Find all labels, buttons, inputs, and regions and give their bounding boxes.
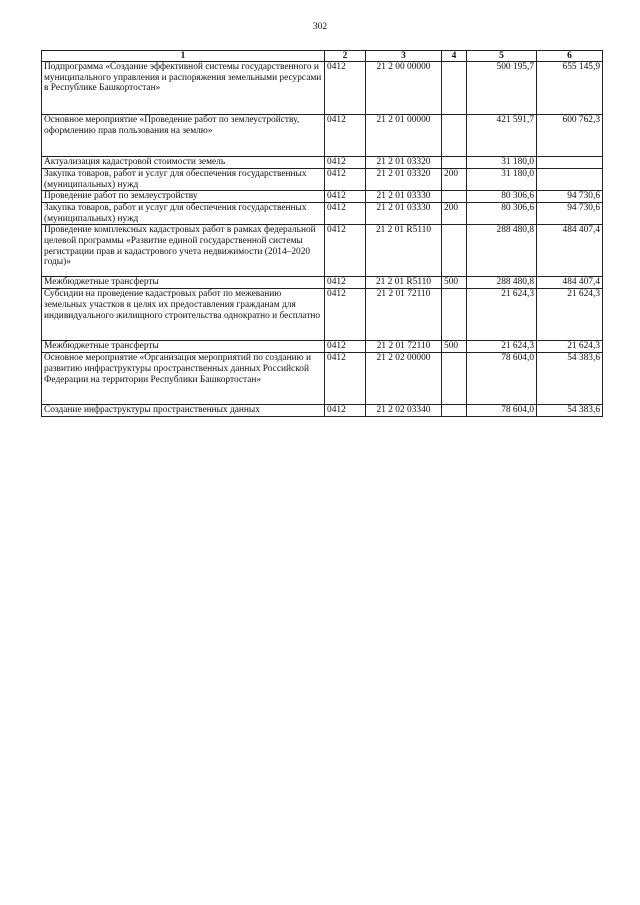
- row-name: Основное мероприятие «Проведение работ по землеустройству, оформлению прав пользования на землю»: [42, 115, 325, 157]
- amount-year-2: 94 730,6: [537, 203, 603, 225]
- table-row: [42, 169, 603, 191]
- section-code: 0412: [325, 62, 366, 115]
- expense-type-code: 500: [442, 341, 467, 353]
- table-row: [42, 353, 603, 405]
- amount-year-2: 21 624,3: [537, 341, 603, 353]
- row-name: Субсидии на проведение кадастровых работ по межеванию земельных участков в целях их предоставления гражданам для индивидуального жилищного строительства однократно и бесплатно: [42, 289, 325, 341]
- table-row: [42, 341, 603, 353]
- row-name: Межбюджетные трансферты: [42, 341, 325, 353]
- page-number: 302: [312, 22, 328, 32]
- column-header: 2: [325, 51, 366, 62]
- row-name: Проведение работ по землеустройству: [42, 191, 325, 203]
- amount-year-1: 31 180,0: [467, 169, 537, 191]
- column-header: 6: [537, 51, 603, 62]
- target-article-code: 21 2 01 72110: [366, 289, 442, 341]
- section-code: 0412: [325, 289, 366, 341]
- table-row: [42, 62, 603, 115]
- expense-type-code: [442, 62, 467, 115]
- amount-year-1: 288 480,8: [467, 277, 537, 289]
- section-code: 0412: [325, 353, 366, 405]
- expense-type-code: [442, 191, 467, 203]
- amount-year-1: 500 195,7: [467, 62, 537, 115]
- target-article-code: 21 2 01 03330: [366, 191, 442, 203]
- expense-type-code: 200: [442, 169, 467, 191]
- expense-type-code: [442, 157, 467, 169]
- row-name: Подпрограмма «Создание эффективной системы государственного и муниципального управления и распоряжения земельными ресурсами в Республике Башкортостан»: [42, 62, 325, 115]
- expense-type-code: 500: [442, 277, 467, 289]
- amount-year-1: 80 306,6: [467, 191, 537, 203]
- row-name: Актуализация кадастровой стоимости земель: [42, 157, 325, 169]
- section-code: 0412: [325, 157, 366, 169]
- section-code: 0412: [325, 115, 366, 157]
- table-row: [42, 225, 603, 277]
- amount-year-2: 484 407,4: [537, 277, 603, 289]
- amount-year-2: 600 762,3: [537, 115, 603, 157]
- table-row: [42, 203, 603, 225]
- target-article-code: 21 2 01 R5110: [366, 277, 442, 289]
- amount-year-2: 21 624,3: [537, 289, 603, 341]
- table-row: [42, 289, 603, 341]
- target-article-code: 21 2 02 00000: [366, 353, 442, 405]
- column-header: 3: [366, 51, 442, 62]
- target-article-code: 21 2 01 72110: [366, 341, 442, 353]
- table-row: [42, 157, 603, 169]
- amount-year-2: [537, 157, 603, 169]
- section-code: 0412: [325, 169, 366, 191]
- column-header: 4: [442, 51, 467, 62]
- target-article-code: 21 2 02 03340: [366, 405, 442, 417]
- amount-year-1: 21 624,3: [467, 341, 537, 353]
- expense-type-code: [442, 225, 467, 277]
- table-header-row: [42, 51, 603, 62]
- section-code: 0412: [325, 203, 366, 225]
- section-code: 0412: [325, 191, 366, 203]
- amount-year-1: 78 604,0: [467, 405, 537, 417]
- expense-type-code: [442, 115, 467, 157]
- column-header: 1: [42, 51, 325, 62]
- amount-year-1: 421 591,7: [467, 115, 537, 157]
- section-code: 0412: [325, 277, 366, 289]
- expense-type-code: 200: [442, 203, 467, 225]
- row-name: Межбюджетные трансферты: [42, 277, 325, 289]
- amount-year-1: 288 480,8: [467, 225, 537, 277]
- amount-year-2: 655 145,9: [537, 62, 603, 115]
- row-name: Закупка товаров, работ и услуг для обеспечения государственных (муниципальных) нужд: [42, 203, 325, 225]
- amount-year-2: 94 730,6: [537, 191, 603, 203]
- target-article-code: 21 2 01 03330: [366, 203, 442, 225]
- expense-type-code: [442, 353, 467, 405]
- amount-year-1: 80 306,6: [467, 203, 537, 225]
- section-code: 0412: [325, 341, 366, 353]
- amount-year-1: 21 624,3: [467, 289, 537, 341]
- target-article-code: 21 2 01 03320: [366, 169, 442, 191]
- column-header: 5: [467, 51, 537, 62]
- amount-year-1: 31 180,0: [467, 157, 537, 169]
- amount-year-2: 484 407,4: [537, 225, 603, 277]
- target-article-code: 21 2 01 R5110: [366, 225, 442, 277]
- section-code: 0412: [325, 405, 366, 417]
- table-row: [42, 191, 603, 203]
- section-code: 0412: [325, 225, 366, 277]
- expense-type-code: [442, 405, 467, 417]
- table-row: [42, 405, 603, 417]
- amount-year-2: 54 383,6: [537, 353, 603, 405]
- table-row: [42, 115, 603, 157]
- row-name: Проведение комплексных кадастровых работ в рамках федеральной целевой программы «Развитие единой государственной системы регистрации прав и кадастрового учета недвижимости (2014–2020 годы)»: [42, 225, 325, 277]
- budget-table: [41, 50, 603, 417]
- amount-year-1: 78 604,0: [467, 353, 537, 405]
- row-name: Создание инфраструктуры пространственных данных: [42, 405, 325, 417]
- row-name: Закупка товаров, работ и услуг для обеспечения государственных (муниципальных) нужд: [42, 169, 325, 191]
- target-article-code: 21 2 01 03320: [366, 157, 442, 169]
- expense-type-code: [442, 289, 467, 341]
- amount-year-2: [537, 169, 603, 191]
- amount-year-2: 54 383,6: [537, 405, 603, 417]
- table-row: [42, 277, 603, 289]
- target-article-code: 21 2 01 00000: [366, 115, 442, 157]
- row-name: Основное мероприятие «Организация мероприятий по созданию и развитию инфраструктуры пространственных данных Российской Федерации на территории Республики Башкортостан»: [42, 353, 325, 405]
- target-article-code: 21 2 00 00000: [366, 62, 442, 115]
